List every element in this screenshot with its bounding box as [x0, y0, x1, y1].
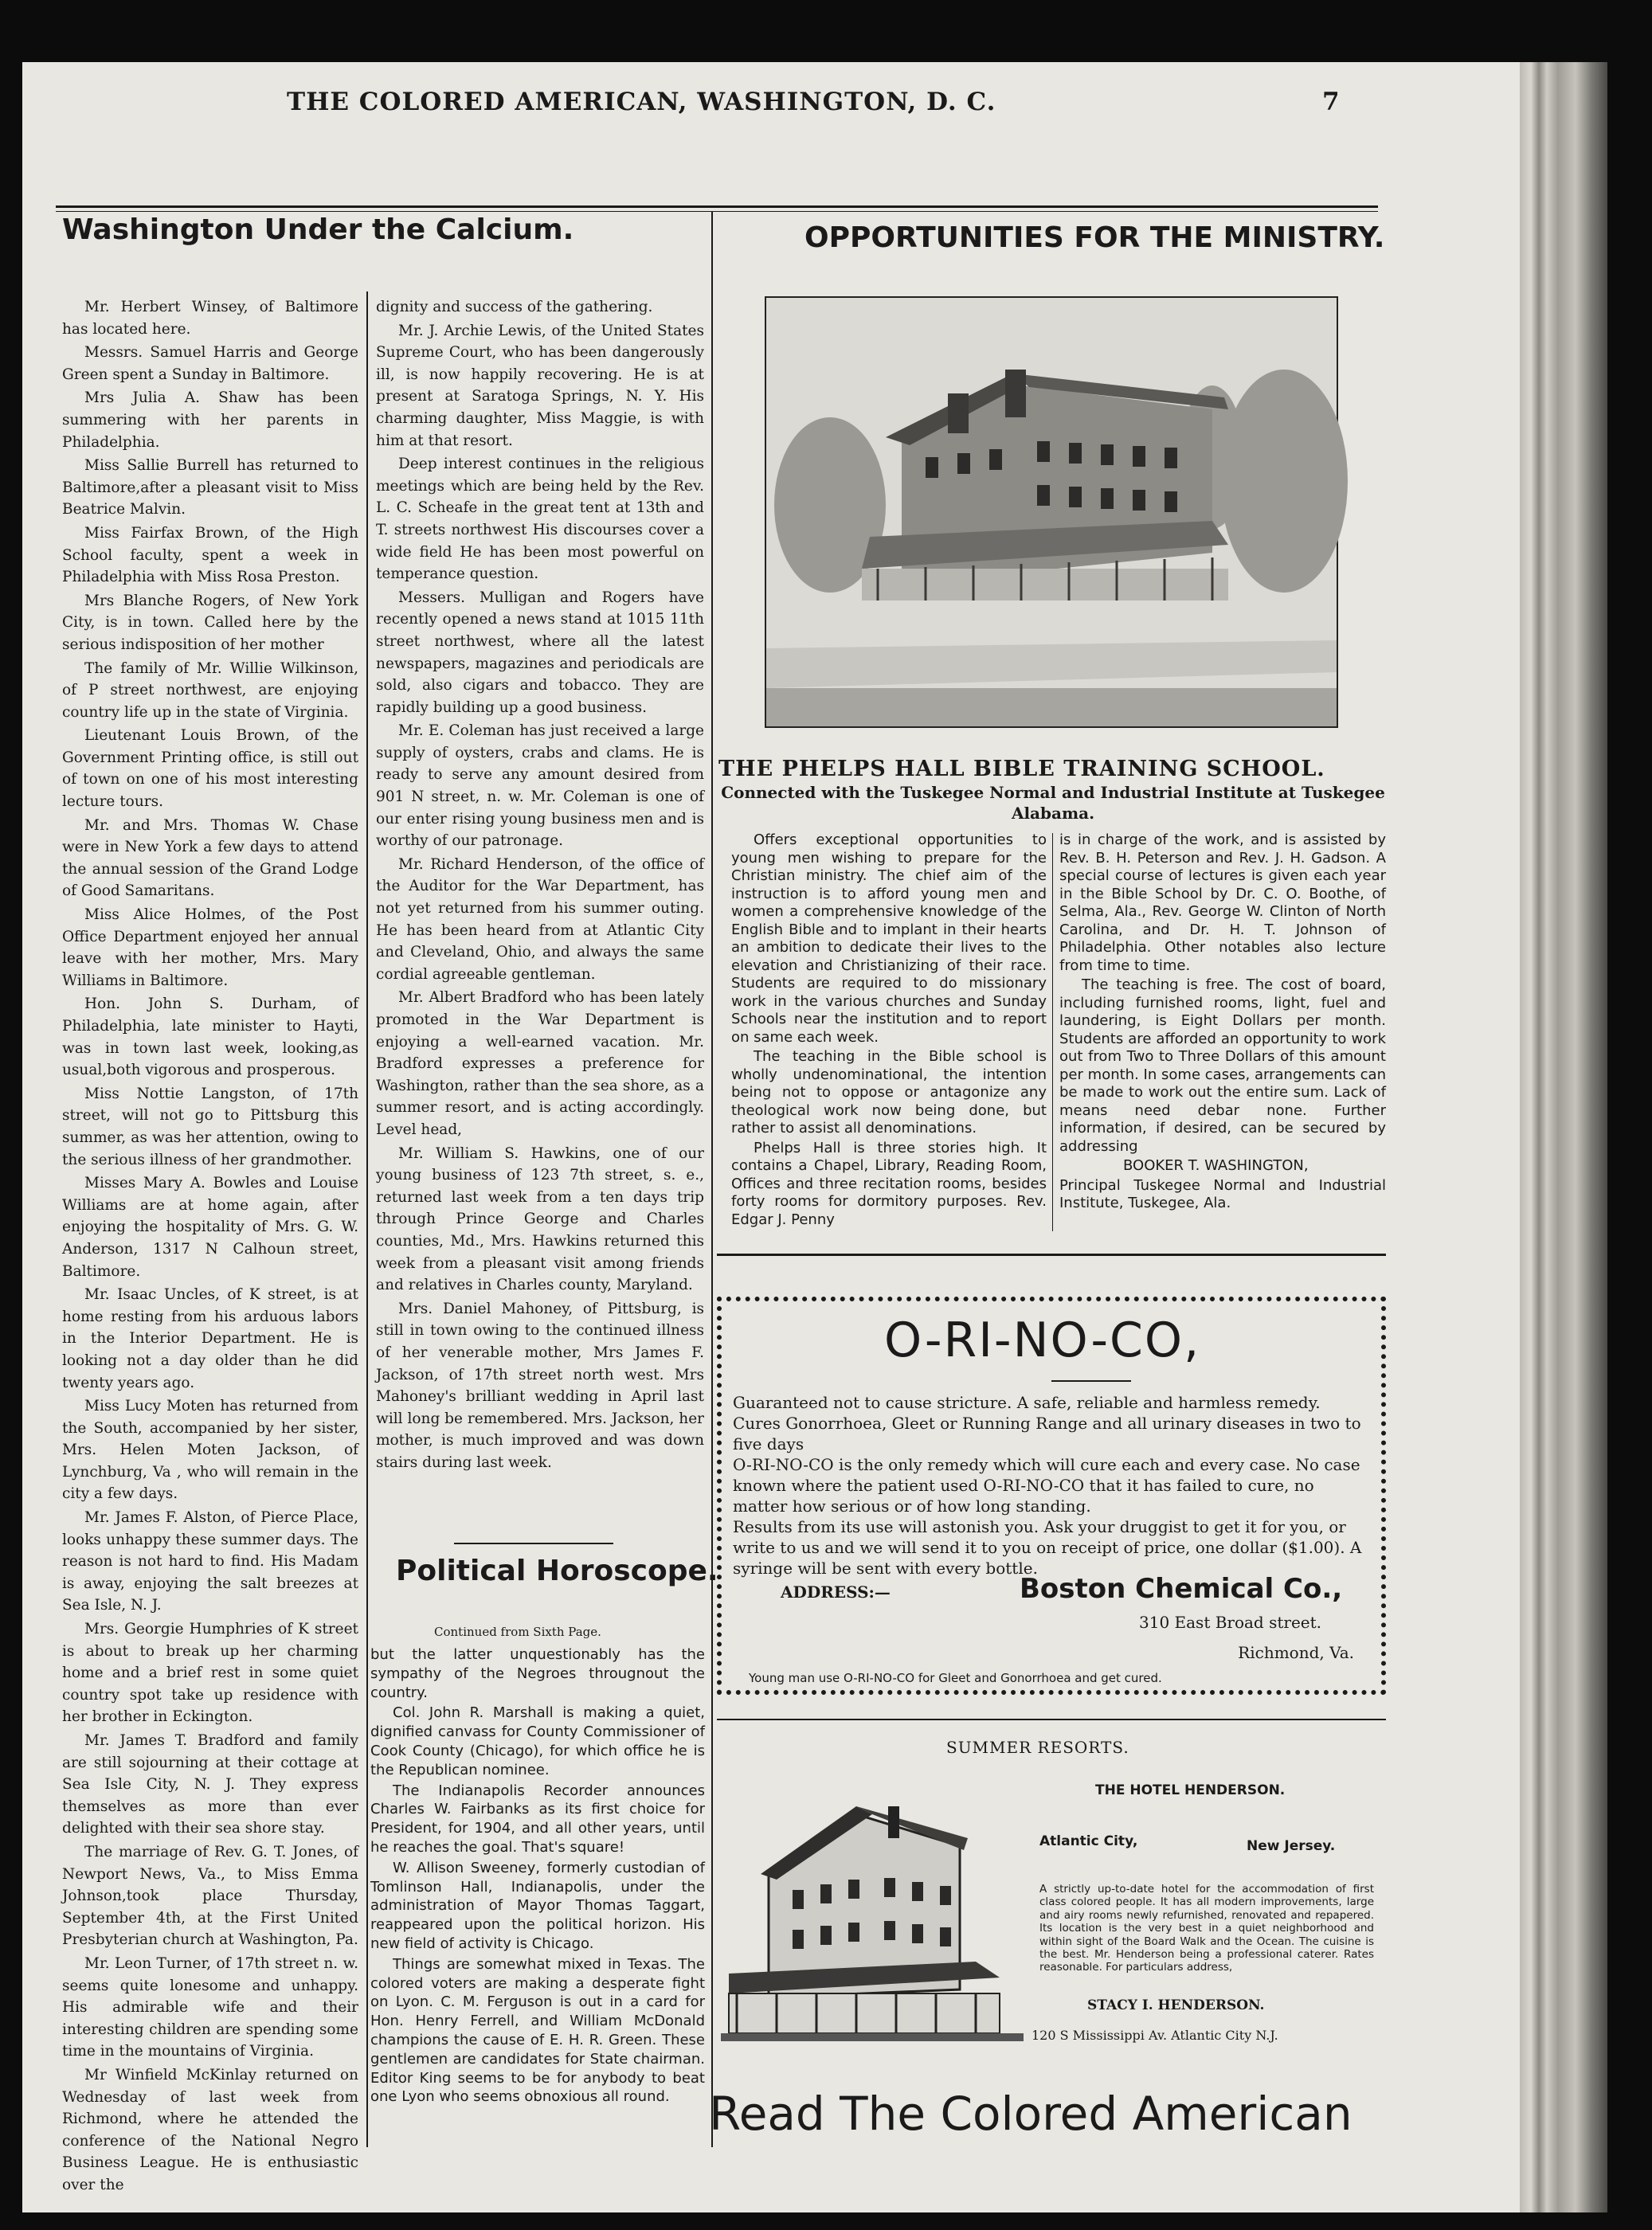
ad-address-label: ADDRESS:—: [781, 1583, 891, 1602]
ad-street: 310 East Broad street.: [1139, 1613, 1322, 1632]
paragraph: Deep interest continues in the religious meetings which are being held by the Rev. L. C. Scheafe in the great tent at 13th and T. streets northwest His discourses cover a wide field He has been most powerful on temperance question.: [376, 456, 704, 583]
horoscope-rule: [454, 1543, 613, 1544]
paragraph: Hon. John S. Durham, of Philadelphia, late minister to Hayti, was in town last week, looking,as usual,both vigorous and prosperous.: [62, 996, 358, 1079]
phelps-hall-photo: [765, 296, 1338, 728]
horoscope-subtitle: Continued from Sixth Page.: [434, 1625, 601, 1639]
paragraph: Mr. J. Archie Lewis, of the United States Supreme Court, who has been dangerously ill, is now happily recovering. He is at present at Saratoga Springs, N. Y. His charming daughter, Miss Maggie, is with him at that resort.: [376, 322, 704, 449]
hotel-place-right: New Jersey.: [1247, 1838, 1336, 1854]
paragraph: W. Allison Sweeney, formerly custodian of Tomlinson Hall, Indianapolis, under the administration of Mayor Thomas Taggart, reappeared upon the political horizon. His new field of activity is Chicago.: [370, 1859, 705, 1952]
paragraph: Miss Alice Holmes, of the Post Office Department enjoyed her annual leave with her mother, Mrs. Mary Williams in Baltimore.: [62, 906, 358, 989]
ad-footer: Young man use O-RI-NO-CO for Gleet and Gonorrhoea and get cured.: [749, 1671, 1162, 1685]
paragraph: Messrs. Samuel Harris and George Green spent a Sunday in Baltimore.: [62, 344, 358, 383]
ad-line-1: Guaranteed not to cause stricture. A safe, reliable and harmless remedy. Cures Gonorrhoea, Gleet or Running Range and all urinary diseases in two to five days: [733, 1393, 1361, 1453]
calcium-title: Washington Under the Calcium.: [62, 213, 574, 246]
paragraph: Mr. E. Coleman has just received a large supply of oysters, crabs and clams. He is ready to serve any amount desired from 901 N street, n. w. Mr. Coleman is one of our enter rising young business men and is worthy of our patronage.: [376, 722, 704, 850]
orinoco-text: [733, 1392, 1362, 1688]
orinoco-ad: [717, 1297, 1386, 1695]
paragraph: Miss Lucy Moten has returned from the South, accompanied by her sister, Mrs. Helen Moten Jackson, of Lynchburg, Va , who will remain in the city a few days.: [62, 1398, 358, 1503]
paragraph: Miss Nottie Langston, of 17th street, will not go to Pittsburg this summer, as was her attention, owing to the serious illness of her grandmother.: [62, 1085, 358, 1168]
paragraph: Mrs Julia A. Shaw has been summering with her parents in Philadelphia.: [62, 389, 358, 451]
ad-line-2: O-RI-NO-CO is the only remedy which will cure each and every case. No case known where the patient used O-RI-NO-CO that it has failed to cure, no matter how serious or of how long standing.: [733, 1455, 1360, 1516]
ad-title-rule: [1051, 1380, 1131, 1382]
paragraph: but the latter unquestionably has the sympathy of the Negroes througnout the country.: [370, 1646, 705, 1701]
phelps-hall-illustration: [766, 298, 1337, 726]
ministry-title: OPPORTUNITIES FOR THE MINISTRY.: [804, 221, 1385, 254]
signature: BOOKER T. WASHINGTON,: [1123, 1157, 1309, 1174]
paragraph: Mr. Herbert Winsey, of Baltimore has located here.: [62, 299, 358, 338]
header-rule-thin: [56, 211, 1378, 212]
header-rule: [56, 205, 1378, 208]
hotel-owner: STACY I. HENDERSON.: [1087, 1997, 1265, 2013]
school-subcaption: Connected with the Tuskegee Normal and Industrial Institute at Tuskegee Alabama.: [721, 783, 1385, 823]
paragraph: The Indianapolis Recorder announces Charles W. Fairbanks as its first choice for President, for 1904, and all other years, until he reaches the goal. That's square!: [370, 1782, 705, 1856]
resort-top-rule: [717, 1719, 1386, 1720]
paragraph: Mrs. Georgie Humphries of K street is about to break up her charming home and a brief rest in some quiet country spot take up residence with her brother in Eckington.: [62, 1621, 358, 1726]
paragraph: Miss Fairfax Brown, of the High School faculty, spent a week in Philadelphia with Miss Rosa Preston.: [62, 524, 358, 586]
hotel-owner-address: 120 S Mississippi Av. Atlantic City N.J.: [1032, 2028, 1278, 2043]
horoscope-title: Political Horoscope.: [396, 1555, 718, 1587]
paragraph: Mrs Blanche Rogers, of New York City, is in town. Called here by the serious indisposition of her mother: [62, 592, 358, 653]
paragraph: Misses Mary A. Bowles and Louise Williams are at home again, after enjoying the hospitality of Mrs. G. W. Anderson, 1317 N Calhoun street, Baltimore.: [62, 1175, 358, 1280]
hotel-illustration: [721, 1790, 1024, 2061]
ministry-bottom-rule: [717, 1254, 1386, 1256]
ministry-column-rule: [1052, 833, 1053, 1231]
ad-city: Richmond, Va.: [1238, 1643, 1354, 1662]
masthead-title: THE COLORED AMERICAN, WASHINGTON, D. C.: [287, 88, 996, 116]
hotel-description: A strictly up-to-date hotel for the accommodation of first class colored people. It has all modern improvements, large and airy rooms newly refurnished, renovated and repapered. Its location is the very best in a quiet neighborhood and within sight of the Board Walk and the Ocean. The cuisine is the best. Mr. Henderson being a professional caterer. Rates reasonable. For particulars address,: [1039, 1883, 1374, 1974]
hotel-ad: [721, 1774, 1382, 2069]
paragraph: The teaching is free. The cost of board, including furnished rooms, light, fuel and laundering, is Eight Dollars per month. Students are afforded an opportunity to work out from Two to Three Dollars of this amount per month. In some cases, arrangements can be made to work out the entire sum. Lack of means need debar none. Further information, if desired, can be secured by addressing: [1059, 976, 1386, 1155]
paragraph: Mr. and Mrs. Thomas W. Chase were in New York a few days to attend the annual session of the Grand Lodge of Good Samaritans.: [62, 816, 358, 900]
calcium-column-1: [62, 296, 358, 2193]
paragraph: Mr. Albert Bradford who has been lately promoted in the War Department is enjoying a well-earned vacation. Mr. Bradford expresses a preference for Washington, rather than the sea shore, as a summer resort, and is acting accordingly. Level head,: [376, 989, 704, 1138]
signature-title: Principal Tuskegee Normal and Industrial Institute, Tuskegee, Ala.: [1059, 1176, 1386, 1211]
paragraph: Mrs. Daniel Mahoney, of Pittsburg, is still in town owing to the continued illness of her venerable mother, Mrs James F. Jackson, of 17th street north west. Mrs Mahoney's brilliant wedding in April last will long be remembered. Mrs. Jackson, her mother, is much improved and was down stairs during last week.: [376, 1300, 704, 1471]
paragraph: Messers. Mulligan and Rogers have recently opened a news stand at 1015 11th street northwest, where all the latest newspapers, magazines and periodicals are sold, also cigars and tobacco. They are rapidly building up a good business.: [376, 589, 704, 716]
horoscope-body: [370, 1645, 705, 2106]
read-colored-american-ad: Read The Colored American: [709, 2087, 1353, 2141]
paragraph: Mr Winfield McKinlay returned on Wednesday of last week from Richmond, where he attended the conference of the National Negro Business League. He is enthusiastic over the: [62, 2066, 358, 2193]
paragraph: is in charge of the work, and is assisted by Rev. B. H. Peterson and Rev. J. H. Gadson. A special course of lectures is given each year in the Bible School by Dr. C. O. Boothe, of Selma, Ala., Rev. George W. Clinton of North Carolina, and Dr. H. T. Johnson of Philadelphia. Other notables also lecture from time to time.: [1059, 831, 1386, 974]
paragraph: The family of Mr. Willie Wilkinson, of P street northwest, are enjoying country life up in the state of Virginia.: [62, 659, 358, 721]
page-number: 7: [1322, 88, 1341, 116]
hotel-place-left: Atlantic City,: [1039, 1833, 1138, 1849]
paragraph: Mr. William S. Hawkins, one of our young business of 123 7th street, s. e., returned last week from a ten days trip through Prince George and Charles counties, Md., Mrs. Hawkins returned this week from a pleasant visit among friends and relatives in Charles county, Maryland.: [376, 1144, 704, 1294]
paragraph: Mr. James T. Bradford and family are still sojourning at their cottage at Sea Isle City, N. J. They express themselves as more than ever delighted with their sea shore stay.: [62, 1732, 358, 1837]
paragraph: Phelps Hall is three stories high. It contains a Chapel, Library, Reading Room, Offices and three recitation rooms, besides forty rooms for dormitory purposes. Rev. Edgar J. Penny: [731, 1139, 1047, 1228]
ad-line-3: Results from its use will astonish you. Ask your druggist to get it for you, or write to us and we will send it to you on receipt of price, one dollar ($1.00). A syringe will be sent with every bottle.: [733, 1517, 1362, 1578]
paragraph: Mr. Leon Turner, of 17th street n. w. seems quite lonesome and unhappy. His admirable wife and their interesting children are spending some time in the mountains of Virginia.: [62, 1954, 358, 2060]
hotel-name: THE HOTEL HENDERSON.: [1095, 1782, 1286, 1798]
book-spine: [1520, 62, 1607, 2212]
paragraph: Mr. Isaac Uncles, of K street, is at home resting from his arduous labors in the Interior Department. He is looking not a day older than he did twenty years ago.: [62, 1286, 358, 1391]
paragraph: The teaching in the Bible school is wholly undenominational, the intention being not to oppose or antagonize any theological work now being done, but rather to assist all denominations.: [731, 1048, 1047, 1137]
orinoco-title: O-RI-NO-CO,: [884, 1313, 1201, 1368]
paragraph: Lieutenant Louis Brown, of the Government Printing office, is still out of town on one of his most interesting lecture tours.: [62, 727, 358, 811]
paragraph: dignity and success of the gathering.: [376, 299, 653, 315]
ministry-left-column: [731, 831, 1047, 1230]
paragraph: Things are somewhat mixed in Texas. The colored voters are making a desperate fight on Lyon. C. M. Ferguson is out in a card for Hon. Henry Ferrell, and William McDonald champions the cause of E. H. R. Green. These gentlemen are candidates for State chairman. Editor King seems to be for anybody to beat one Lyon who seems obnoxious all round.: [370, 1955, 705, 2106]
paragraph: The marriage of Rev. G. T. Jones, of Newport News, Va., to Miss Emma Johnson,took place Thursday, September 4th, at the First United Presbyterian church at Washington, Pa.: [62, 1843, 358, 1949]
paragraph: Offers exceptional opportunities to young men wishing to prepare for the Christian ministry. The chief aim of the instruction is to afford young men and women a comprehensive knowledge of the English Bible and to implant in their hearts an ambition to dedicate their lives to the elevation and Christianizing of their race. Students are required to do missionary work in the various churches and Sunday Schools near the institution and to report on same each week.: [731, 831, 1047, 1046]
column-rule-2: [711, 212, 713, 2147]
masthead: [287, 88, 1482, 116]
resorts-title: SUMMER RESORTS.: [946, 1738, 1129, 1757]
paragraph: Mr. Richard Henderson, of the office of the Auditor for the War Department, has not yet returned from his summer outing. He has been heard from at Atlantic City and Cleveland, Ohio, and always the same cordial agreeable gentleman.: [376, 855, 704, 983]
paragraph: Col. John R. Marshall is making a quiet, dignified canvass for County Commissioner of Cook County (Chicago), for which office he is the Republican nominee.: [370, 1704, 705, 1778]
calcium-column-2: [376, 296, 704, 1539]
ministry-right-column: [1059, 831, 1386, 1230]
paragraph: Miss Sallie Burrell has returned to Baltimore,after a pleasant visit to Miss Beatrice Malvin.: [62, 457, 358, 518]
column-rule-1: [366, 291, 368, 2147]
paragraph: Mr. James F. Alston, of Pierce Place, looks unhappy these summer days. The reason is not hard to find. His Madam is away, enjoying the salt breezes at Sea Isle, N. J.: [62, 1509, 358, 1614]
ad-company: Boston Chemical Co.,: [1020, 1573, 1343, 1605]
school-caption: THE PHELPS HALL BIBLE TRAINING SCHOOL.: [718, 757, 1325, 781]
